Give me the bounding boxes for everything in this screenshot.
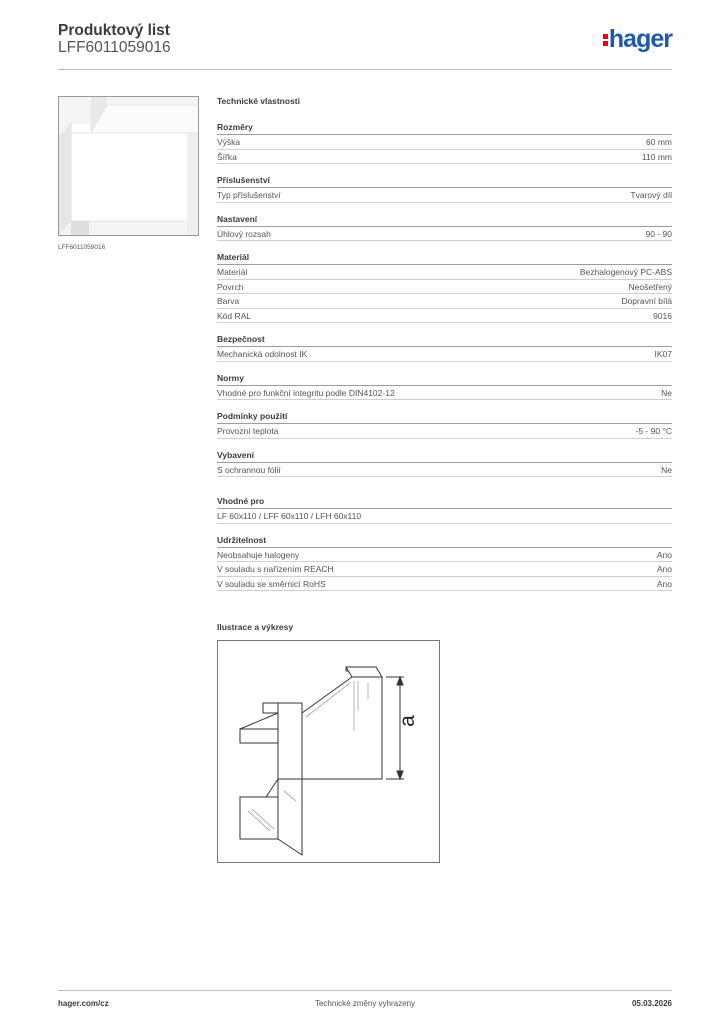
spec-value: Ano [656,549,672,560]
image-caption: LFF6011059016 [58,244,106,251]
spec-value: 9016 [653,310,672,321]
spec-row [217,463,672,478]
hager-logo[interactable] [603,25,672,54]
group-title: Podmínky použití [217,410,672,424]
spec-row [217,188,672,203]
technical-specs [217,96,672,601]
spec-label: Vhodné pro funkční integritu podle DIN4102-12 [217,387,395,398]
group-title: Rozměry [217,121,672,135]
specs-heading: Technické vlastnosti [217,96,300,106]
spec-row [217,227,672,242]
technical-drawing [217,640,440,863]
spec-value: 60 mm [646,137,672,147]
product-code: LFF6011059016 [58,39,171,56]
spec-label: Barva [217,296,240,306]
illustrations-title: Ilustrace a výkresy [217,622,294,632]
group-title: Vybavení [217,449,672,463]
document-date: 05.03.2026 [631,999,672,1008]
spec-value: -5 - 90 °C [635,426,672,436]
spec-group-material [217,251,672,323]
spec-value: Neošetřený [628,281,672,292]
spec-group-accessories [217,174,672,203]
spec-group-suitable-for [217,495,672,524]
drawing-icon [218,641,439,862]
spec-group-sustainability [217,534,672,592]
spec-value: Ne [661,464,672,475]
spec-label: LF 60x110 / LFF 60x110 / LFH 60x110 [217,511,362,521]
spec-label: V souladu s nařízením REACH [217,564,334,574]
group-title: Normy [217,372,672,386]
group-title: Materiál [217,251,672,265]
page-title: Produktový list [58,22,170,39]
spec-value: IK07 [654,349,672,359]
spec-group-conditions [217,410,672,439]
group-title: Vhodné pro [217,495,672,509]
spec-group-equipment [217,449,672,478]
spec-label: Neobsahuje halogeny [217,549,300,560]
spec-value: 110 mm [641,151,672,162]
spec-row [217,386,672,401]
spec-row [217,294,672,309]
logo-text: hager [608,25,672,53]
spec-label: Kód RAL [217,310,252,321]
spec-value: Ne [661,387,672,398]
spec-value: Ano [656,578,672,589]
spec-group-standards [217,372,672,401]
dimension-label: a [395,715,419,727]
spec-label: Typ příslušenství [217,190,281,200]
product-image [58,96,199,236]
spec-row [217,577,672,592]
website-link[interactable]: hager.com/cz [58,999,109,1008]
spec-row [217,548,672,563]
spec-group-dimensions [217,121,672,164]
spec-label: Povrch [217,281,244,292]
spec-value: Bezhalogenový PC-ABS [579,267,672,277]
product-photo-icon [59,97,199,236]
spec-value: Dopravní bílá [621,296,672,306]
spec-label: Výška [217,137,241,147]
group-title: Bezpečnost [217,333,672,347]
page-footer [58,990,672,1012]
spec-label: Mechanická odolnost IK [217,349,308,359]
spec-row [217,265,672,280]
spec-label: Úhlový rozsah [217,228,271,239]
spec-row [217,280,672,295]
spec-label: Materiál [217,267,248,277]
spec-group-safety [217,333,672,362]
group-title: Udržitelnost [217,534,672,548]
spec-row [217,509,672,524]
group-title: Příslušenství [217,174,672,188]
spec-row [217,309,672,324]
footer-note: Technické změny vyhrazeny [314,999,416,1008]
spec-group-settings [217,213,672,242]
spec-label: Provozní teplota [217,426,279,436]
group-title: Nastavení [217,213,672,227]
spec-label: Šířka [217,151,237,162]
spec-row [217,562,672,577]
spec-value: Ano [656,564,672,574]
spec-row [217,150,672,165]
spec-label: S ochrannou fólií [217,464,281,475]
page-header [58,22,672,70]
logo-dots-icon [603,32,608,48]
spec-value: Tvarový díl [630,190,672,200]
spec-row [217,424,672,439]
spec-label: V souladu se směrnicí RoHS [217,578,326,589]
spec-row [217,135,672,150]
spec-row [217,347,672,362]
spec-value: 90 - 90 [645,228,672,239]
